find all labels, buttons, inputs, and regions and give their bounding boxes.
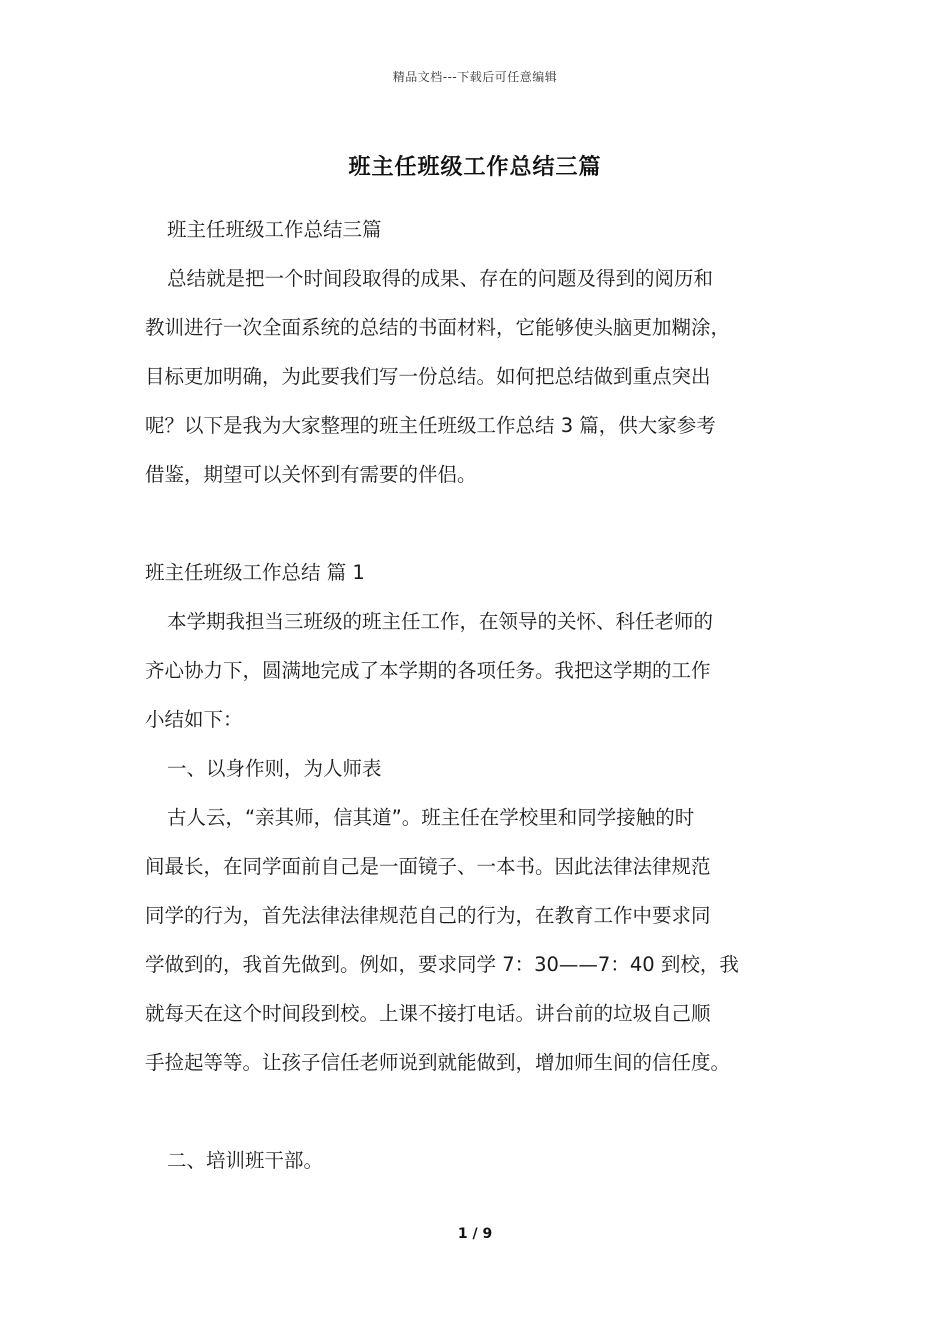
page-current: 1 — [457, 1226, 468, 1242]
paragraph-line: 本学期我担当三班级的班主任工作，在领导的关怀、科任老师的 — [167, 610, 714, 633]
paragraph-line: 齐心协力下，圆满地完成了本学期的各项任务。我把这学期的工作 — [145, 659, 711, 682]
paragraph-line: 手捡起等等。让孩子信任老师说到就能做到，增加师生间的信任度。 — [145, 1051, 731, 1074]
page-header: 精品文档---下载后可任意编辑 — [392, 70, 558, 84]
paragraph-line: 教训进行一次全面系统的总结的书面材料，它能够使头脑更加糊涂， — [145, 316, 731, 339]
document-title: 班主任班级工作总结三篇 — [348, 154, 602, 180]
section-heading: 班主任班级工作总结 篇 1 — [145, 561, 365, 584]
blank-line — [145, 1087, 835, 1136]
subsection-heading: 二、培训班干部。 — [167, 1149, 324, 1172]
page-separator: / — [472, 1226, 478, 1242]
paragraph-line: 呢？以下是我为大家整理的班主任班级工作总结 3 篇，供大家参考 — [145, 414, 716, 437]
page-number — [0, 1226, 950, 1242]
document-body — [145, 205, 835, 1185]
page-total: 9 — [482, 1226, 493, 1242]
paragraph-line: 总结就是把一个时间段取得的成果、存在的问题及得到的阅历和 — [167, 267, 714, 290]
paragraph-line: 间最长，在同学面前自己是一面镜子、一本书。因此法律法律规范 — [145, 855, 711, 878]
subtitle-line: 班主任班级工作总结三篇 — [167, 218, 382, 241]
blank-line — [145, 499, 835, 548]
subsection-heading: 一、以身作则，为人师表 — [167, 757, 382, 780]
paragraph-line: 借鉴，期望可以关怀到有需要的伴侣。 — [145, 463, 477, 486]
paragraph-line: 古人云，“亲其师，信其道”。班主任在学校里和同学接触的时 — [167, 806, 695, 829]
paragraph-line: 就每天在这个时间段到校。上课不接打电话。讲台前的垃圾自己顺 — [145, 1002, 711, 1025]
paragraph-line: 学做到的，我首先做到。例如，要求同学 7：30——7：40 到校，我 — [145, 953, 739, 976]
paragraph-line: 同学的行为，首先法律法律规范自己的行为，在教育工作中要求同 — [145, 904, 711, 927]
paragraph-line: 目标更加明确，为此要我们写一份总结。如何把总结做到重点突出 — [145, 365, 711, 388]
paragraph-line: 小结如下： — [145, 708, 243, 731]
